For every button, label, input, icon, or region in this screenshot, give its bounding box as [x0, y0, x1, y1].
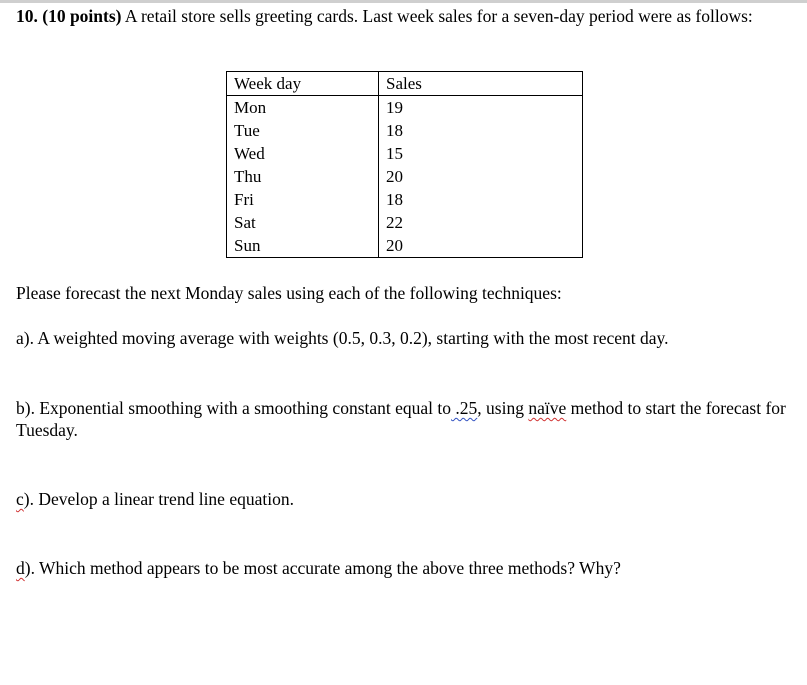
part-b	[16, 397, 796, 441]
sales-cell: 20	[379, 234, 583, 258]
part-d-letter: d	[16, 558, 25, 578]
sales-table	[226, 71, 583, 258]
table-row	[227, 96, 583, 120]
part-a: a). A weighted moving average with weights (0.5, 0.3, 0.2), starting with the most recent day.	[16, 328, 669, 348]
day-cell: Wed	[227, 142, 379, 165]
sales-cell: 18	[379, 188, 583, 211]
question-text: A retail store sells greeting cards. Last week sales for a seven-day period were as follows:	[124, 6, 753, 26]
part-c-text: ). Develop a linear trend line equation.	[23, 489, 294, 509]
part-d-text: ). Which method appears to be most accurate among the above three methods? Why?	[24, 558, 621, 578]
smoothing-constant: .25	[451, 398, 478, 418]
part-b-rest: method to start the forecast for Tuesday.	[16, 398, 786, 440]
table-row	[227, 142, 583, 165]
header-week-day: Week day	[227, 72, 379, 96]
table-row	[227, 188, 583, 211]
part-b-mid: , using	[477, 398, 529, 418]
sales-cell: 20	[379, 165, 583, 188]
part-d	[16, 557, 796, 579]
day-cell: Sun	[227, 234, 379, 258]
table-row	[227, 165, 583, 188]
part-c-letter: c	[16, 489, 24, 509]
part-c	[16, 488, 796, 510]
day-cell: Fri	[227, 188, 379, 211]
sales-cell: 15	[379, 142, 583, 165]
sales-cell: 22	[379, 211, 583, 234]
question-points: (10 points)	[42, 6, 122, 26]
table-row	[227, 211, 583, 234]
day-cell: Sat	[227, 211, 379, 234]
table-header-row	[227, 72, 583, 96]
day-cell: Mon	[227, 96, 379, 120]
top-rule	[0, 0, 807, 3]
naive-word: naïve	[528, 398, 567, 418]
header-sales: Sales	[379, 72, 583, 96]
table-row	[227, 119, 583, 142]
table-row	[227, 234, 583, 258]
day-cell: Thu	[227, 165, 379, 188]
sales-cell: 19	[379, 96, 583, 120]
instructions: Please forecast the next Monday sales using each of the following techniques:	[16, 283, 562, 303]
day-cell: Tue	[227, 119, 379, 142]
sales-cell: 18	[379, 119, 583, 142]
question-number: 10.	[16, 6, 38, 26]
part-b-intro: b). Exponential smoothing with a smoothing constant equal to	[16, 398, 452, 418]
question-stem	[16, 5, 796, 27]
